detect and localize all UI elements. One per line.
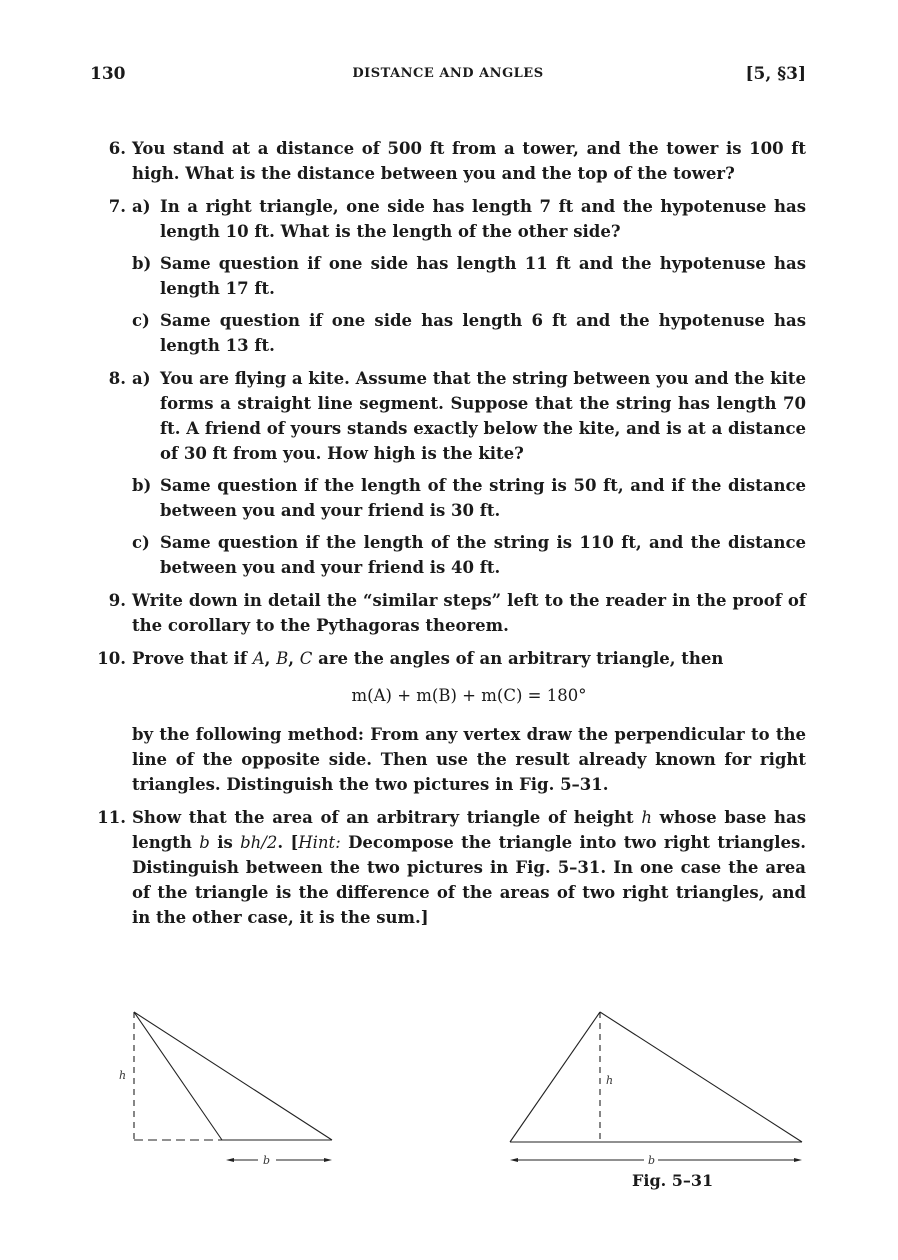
part-b	[132, 251, 806, 301]
figure-acute-triangle	[500, 1000, 810, 1180]
part-text: Same question if one side has length 11 ft and the hypotenuse has length 17 ft.	[160, 254, 806, 298]
figure-caption: Fig. 5–31	[632, 1171, 714, 1190]
exercise-list	[90, 136, 806, 938]
part-text: You are flying a kite. Assume that the string between you and the kite forms a straight line segment. Suppose that the string has length 70 ft. A friend of yours stands exactly below the kite, and is at a distance of 30 ft from you. How high is the kite?	[160, 369, 806, 463]
label-h: h	[606, 1074, 614, 1087]
hint-label: Hint:	[298, 833, 341, 852]
part-label: c)	[132, 311, 150, 330]
part-text: In a right triangle, one side has length 7 ft and the hypotenuse has length 10 ft. What is the length of the other side?	[160, 197, 806, 241]
part-a	[132, 194, 806, 244]
var-c: C	[299, 649, 313, 668]
arrowhead-left	[226, 1158, 234, 1162]
var-b: B	[276, 649, 289, 668]
part-b	[132, 473, 806, 523]
var-h: h	[641, 808, 652, 827]
arrowhead-right	[324, 1158, 332, 1162]
problem-8	[90, 366, 806, 580]
section-ref: [5, §3]	[745, 64, 806, 84]
area-formula: bh/2	[240, 833, 278, 852]
problem-text: Write down in detail the “similar steps” left to the reader in the proof of the corollary to the Pythagoras theorem.	[132, 591, 806, 635]
label-b: b	[263, 1154, 271, 1167]
angle-sum-equation: m(A) + m(B) + m(C) = 180°	[351, 686, 587, 705]
triangle-side-right	[600, 1012, 802, 1142]
problem-number: 7.	[108, 197, 126, 216]
part-text: Same question if one side has length 6 ft and the hypotenuse has length 13 ft.	[160, 311, 806, 355]
problem-11: 11. Show that the area of an arbitrary triangle of height h whose base has length b is bh/2. [Hint: Decompose the triangle into two right triangles. Distinguish between the two pictures in Fig. 5–31. In one case the area of the triangle is the difference of the areas of two right triangles, and in the other case, it is the sum.]	[90, 805, 806, 930]
arrowhead-right	[794, 1158, 802, 1162]
problem-7	[90, 194, 806, 358]
problem-intro: Prove that if A, B, C are the angles of an arbitrary triangle, then	[132, 649, 724, 668]
arrowhead-left	[510, 1158, 518, 1162]
part-label: a)	[132, 369, 151, 388]
part-label: b)	[132, 476, 152, 495]
label-b: b	[648, 1154, 656, 1167]
problem-9	[90, 588, 806, 638]
part-text: Same question if the length of the string is 50 ft, and if the distance between you and your friend is 30 ft.	[160, 476, 806, 520]
var-b: b	[199, 833, 210, 852]
triangle-side-short	[134, 1012, 222, 1140]
problem-10	[90, 646, 806, 797]
label-h: h	[119, 1069, 127, 1082]
triangle-side-long	[134, 1012, 332, 1140]
obtuse-triangle-drawing	[100, 1000, 350, 1180]
part-label: c)	[132, 533, 150, 552]
running-title: DISTANCE AND ANGLES	[352, 66, 544, 81]
problem-text: by the following method: From any vertex draw the perpendicular to the line of the opposite side. Then use the result already known for right triangles. Distinguish the two pictures in Fig. 5–31.	[132, 725, 806, 794]
running-header	[90, 64, 806, 88]
problem-number: 6.	[108, 139, 126, 158]
problem-text: You stand at a distance of 500 ft from a tower, and the tower is 100 ft high. What is the distance between you and the top of the tower?	[132, 139, 806, 183]
triangle-side-left	[510, 1012, 600, 1142]
problem-number: 11.	[97, 808, 126, 827]
figure-obtuse-triangle	[100, 1000, 350, 1180]
part-text: Same question if the length of the string is 110 ft, and the distance between you and your friend is 40 ft.	[160, 533, 806, 577]
part-label: b)	[132, 254, 152, 273]
var-a: A	[252, 649, 265, 668]
part-c	[132, 308, 806, 358]
problem-6	[90, 136, 806, 186]
problem-number: 8.	[108, 369, 126, 388]
acute-triangle-drawing	[500, 1000, 810, 1180]
problem-number: 10.	[97, 649, 126, 668]
part-c	[132, 530, 806, 580]
page-number: 130	[90, 64, 126, 84]
problem-number: 9.	[108, 591, 126, 610]
part-label: a)	[132, 197, 151, 216]
part-a	[132, 366, 806, 466]
